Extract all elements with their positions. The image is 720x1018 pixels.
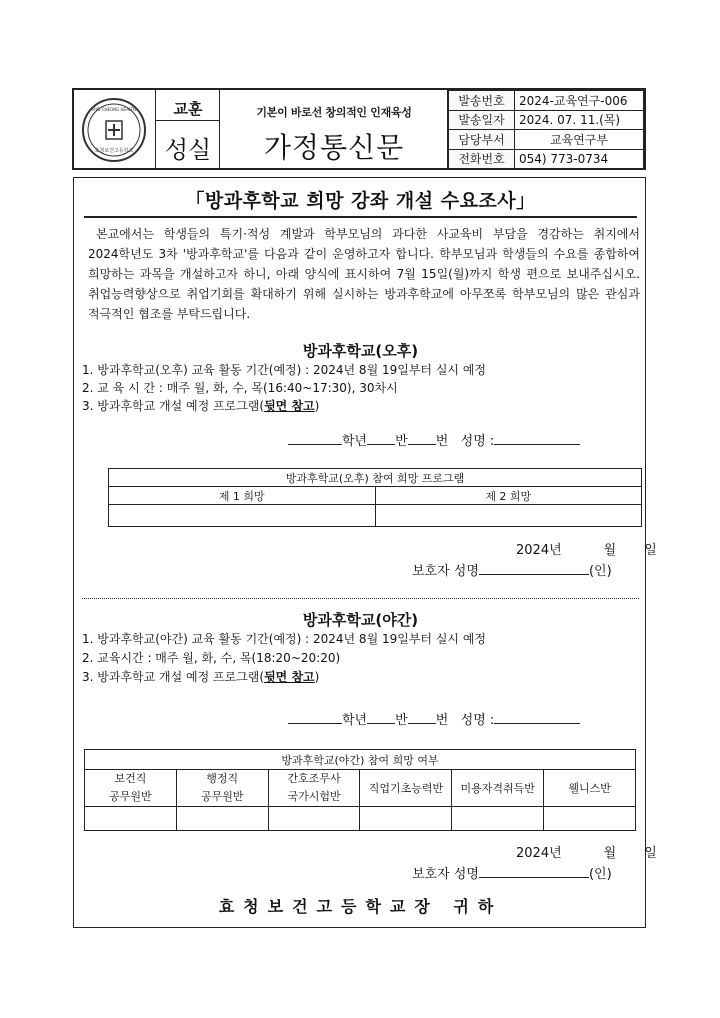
guardian-label: 보호자 성명 — [412, 564, 479, 579]
course-choice-cell[interactable] — [268, 807, 360, 831]
program-note-prefix: 3. 방과후학교 개설 예정 프로그램( — [82, 399, 265, 413]
afternoon-item-time: 2. 교 육 시 간 : 매주 월, 화, 수, 목(16:40~17:30), 30차시 — [82, 381, 398, 395]
course-header-nursing-aide: 간호조무사 국가시험반 — [268, 770, 360, 807]
night-item-period: 1. 방과후학교(야간) 교육 활동 기간(예정) : 2024년 8월 19일부터 실시 예정 — [82, 632, 487, 646]
guardian-name-blank[interactable] — [479, 561, 589, 575]
date-month: 월 — [603, 846, 617, 861]
afternoon-item-program — [82, 397, 319, 414]
motto-cell — [156, 90, 220, 168]
school-slogan: 기본이 바로선 창의적인 인재육성 — [256, 106, 412, 119]
grade-blank[interactable] — [288, 710, 342, 724]
document-title: 「방과후학교 희망 강좌 개설 수요조사」 — [185, 190, 536, 212]
school-emblem-icon — [84, 100, 144, 160]
afternoon-table-header: 방과후학교(오후) 참여 희망 프로그램 — [109, 469, 642, 487]
night-guardian-line — [412, 863, 612, 882]
program-note-suffix: ) — [314, 670, 320, 684]
principal-addressee: 효청보건고등학교장 귀하 — [218, 897, 503, 916]
seal-mark: (인) — [588, 564, 612, 579]
class-label: 반 — [395, 713, 408, 728]
info-value: 2024. 07. 11.(목) — [515, 110, 644, 130]
title-cell — [220, 90, 448, 168]
info-row — [449, 91, 644, 111]
name-label: 성명 : — [460, 434, 495, 449]
svg-text:HYO CHEONG HEALTH: HYO CHEONG HEALTH — [92, 107, 136, 112]
title-rule — [84, 216, 637, 218]
class-label: 반 — [395, 434, 408, 449]
class-blank[interactable] — [367, 431, 395, 445]
document-info-table — [448, 90, 644, 169]
date-month: 월 — [603, 543, 617, 558]
see-back-note: 뒷면 참고 — [264, 670, 315, 684]
motto-label: 교훈 — [173, 100, 203, 118]
afternoon-item-period: 1. 방과후학교(오후) 교육 활동 기간(예정) : 2024년 8월 19일부터 실시 예정 — [82, 363, 487, 377]
course-header-wellness: 웰니스반 — [544, 770, 636, 807]
course-choice-cell[interactable] — [452, 807, 544, 831]
course-header-public-admin: 행정직 공무원반 — [176, 770, 268, 807]
first-choice-cell[interactable] — [109, 505, 376, 527]
newsletter-title: 가정통신문 — [263, 131, 405, 164]
guardian-label: 보호자 성명 — [412, 867, 479, 882]
motto-divider — [156, 120, 220, 121]
see-back-note: 뒷면 참고 — [264, 399, 315, 413]
info-key: 전화번호 — [449, 149, 515, 169]
seal-mark: (인) — [588, 867, 612, 882]
number-blank[interactable] — [408, 431, 436, 445]
date-year: 2024년 — [516, 846, 562, 861]
course-choice-cell[interactable] — [176, 807, 268, 831]
night-item-time: 2. 교육시간 : 매주 월, 화, 수, 목(18:20~20:20) — [82, 651, 341, 665]
night-section-title: 방과후학교(야간) — [302, 611, 419, 629]
motto-value: 성실 — [164, 136, 212, 164]
second-choice-header: 제 2 희망 — [375, 487, 642, 505]
svg-text:효청보건고등학교: 효청보건고등학교 — [94, 148, 134, 154]
number-label: 번 — [435, 713, 449, 728]
night-item-program — [82, 668, 319, 685]
program-note-prefix: 3. 방과후학교 개설 예정 프로그램( — [82, 670, 265, 684]
course-header-job-basic: 직업기초능력반 — [360, 770, 452, 807]
afternoon-date-line — [516, 539, 657, 558]
number-label: 번 — [435, 434, 449, 449]
course-choice-cell[interactable] — [544, 807, 636, 831]
grade-blank[interactable] — [288, 431, 342, 445]
date-day: 일 — [644, 543, 657, 558]
header-box — [72, 88, 646, 170]
info-row — [449, 110, 644, 130]
afternoon-preference-table — [108, 468, 642, 527]
name-label: 성명 : — [460, 713, 495, 728]
guardian-name-blank[interactable] — [479, 864, 589, 878]
logo-cell — [74, 90, 156, 168]
night-date-line — [516, 842, 657, 861]
date-day: 일 — [644, 846, 657, 861]
grade-label: 학년 — [342, 434, 368, 449]
grade-label: 학년 — [342, 713, 368, 728]
info-key: 발송일자 — [449, 110, 515, 130]
section-divider — [82, 598, 639, 599]
afternoon-section-title: 방과후학교(오후) — [302, 342, 419, 360]
class-blank[interactable] — [367, 710, 395, 724]
night-participation-table — [84, 749, 636, 831]
info-key: 담당부서 — [449, 130, 515, 150]
second-choice-cell[interactable] — [375, 505, 642, 527]
info-value: 교육연구부 — [515, 130, 644, 150]
info-row — [449, 130, 644, 150]
main-content-box — [73, 177, 657, 928]
afternoon-guardian-line — [412, 560, 612, 579]
info-row — [449, 149, 644, 169]
course-choice-cell[interactable] — [360, 807, 452, 831]
info-key: 발송번호 — [449, 91, 515, 111]
number-blank[interactable] — [408, 710, 436, 724]
course-header-beauty-license: 미용자격취득반 — [452, 770, 544, 807]
course-choice-cell[interactable] — [85, 807, 177, 831]
info-value: 2024-교육연구-006 — [515, 91, 644, 111]
school-logo — [82, 98, 146, 162]
name-blank[interactable] — [494, 710, 580, 724]
name-blank[interactable] — [494, 431, 580, 445]
date-year: 2024년 — [516, 543, 562, 558]
first-choice-header: 제 1 희망 — [109, 487, 376, 505]
program-note-suffix: ) — [314, 399, 320, 413]
night-student-sign-line — [288, 709, 580, 728]
course-header-public-health: 보건직 공무원반 — [85, 770, 177, 807]
info-value: 054) 773-0734 — [515, 149, 644, 169]
afternoon-student-sign-line — [288, 430, 580, 449]
intro-paragraph: 본교에서는 학생들의 특기·적성 계발과 학부모님의 과다한 사교육비 부담을 경감하는 취지에서 2024학년도 3차 '방과후학교'를 다음과 같이 운영하고자 합니다. 학부모님과 학생들의 수요를 종합하여 희망하는 과목을 개설하고자 하니, 아래 양식에 표시하여 7월 15일(월)까지 학생 편으로 보내주십시오. 취업능력향상으로 취업기회를 확대하기 위해 실시하는 방과후학교에 아무쪼록 학부모님의 많은 관심과 적극적인 협조를 부탁드립니다. — [88, 227, 640, 321]
night-table-header: 방과후학교(야간) 참여 희망 여부 — [85, 750, 636, 770]
